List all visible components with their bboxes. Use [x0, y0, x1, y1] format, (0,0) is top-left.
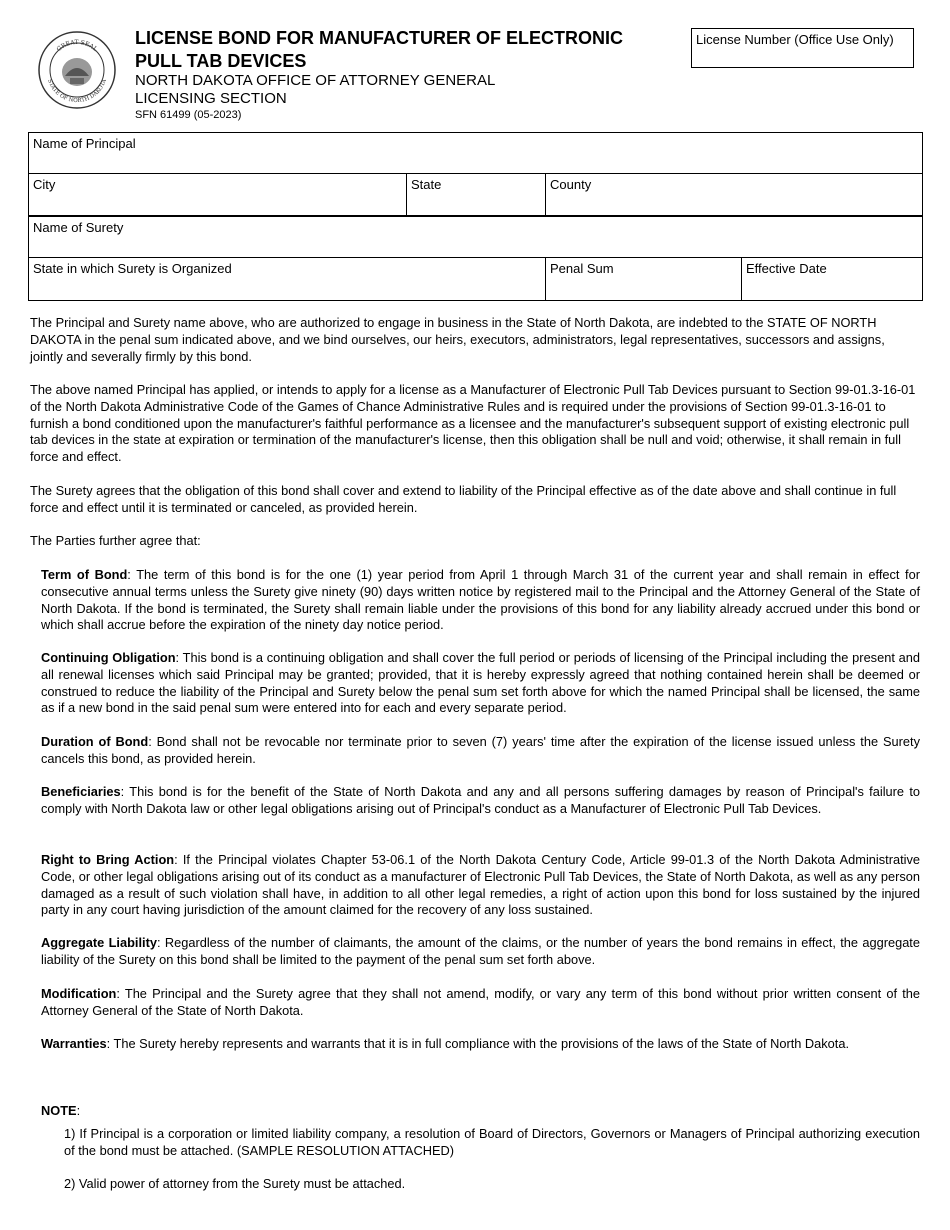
clause-duration-of-bond: Duration of Bond: Bond shall not be revocable nor terminate prior to seven (7) years' time after the expiration of the license issued unless the Surety cancels this bond, as provided herein. [41, 734, 920, 766]
clause-right-to-bring-action: Right to Bring Action: If the Principal violates Chapter 53-06.1 of the North Dakota Century Code, Article 99-01.3 of the North Dakota Administrative Code, or other legal obligations arising out of its conduct as a manufacturer of Electronic Pull Tab Devices, the State of North Dakota, as well as any person damaged as a result of such violation shall have, in addition to all other legal remedies, a right of action upon this bond for loss sustained by the injured party in any court having jurisdiction of the amount claimed for the recovery of any loss sustained. [41, 852, 920, 918]
clause-modification: Modification: The Principal and the Surety agree that they shall not amend, modify, or vary any term of this bond without prior written consent of the Attorney General of the State of North Dakota. [41, 986, 920, 1018]
svg-text:GREAT SEAL: GREAT SEAL [55, 38, 99, 54]
great-seal-logo [37, 30, 117, 110]
svg-text:STATE OF NORTH DAKOTA: STATE OF NORTH DAKOTA [46, 78, 108, 105]
paragraph-parties: The Parties further agree that: [30, 533, 201, 548]
penal-sum-field[interactable]: Penal Sum [545, 258, 741, 300]
license-number-field[interactable]: License Number (Office Use Only) [691, 28, 914, 68]
city-field[interactable]: City [33, 177, 56, 192]
surety-row [28, 216, 923, 258]
paragraph-surety-agreement: The Surety agrees that the obligation of this bond shall cover and extend to liability of the Principal effective as of the date above and shall continue in full force and effect until it is terminated or canceled, as provided herein. [30, 483, 897, 515]
surety-state-field[interactable]: State in which Surety is Organized [33, 261, 232, 276]
clause-term-of-bond: Term of Bond: The term of this bond is for the one (1) year period from April 1 through March 31 of the current year and shall remain in effect for consecutive annual terms unless the Surety give ninety (90) days written notice by registered mail to the Principal and the Attorney General of the State of North Dakota. If the bond is terminated, the Surety shall remain liable under the provisions of this bond for any liability already accrued under this bond or which shall accrue before the expiration of the ninety day notice period. [41, 567, 920, 633]
clause-warranties: Warranties: The Surety hereby represents and warrants that it is in full compliance with the provisions of the laws of the State of North Dakota. [41, 1036, 850, 1051]
paragraph-indebtedness: The Principal and Surety name above, who are authorized to engage in business in the State of North Dakota, are indebted to the STATE OF NORTH DAKOTA in the penal sum indicated above, and we bind ourselves, our heirs, executors, administrators, legal representatives, successors and assigns, jointly and severally firmly by this bond. [30, 315, 885, 364]
principal-row [28, 132, 923, 174]
note-item-power-of-attorney: 2) Valid power of attorney from the Surety must be attached. [64, 1176, 406, 1191]
surety-field[interactable]: Name of Surety [33, 220, 124, 235]
agency-block: NORTH DAKOTA OFFICE OF ATTORNEY GENERAL LICENSING SECTION [135, 72, 496, 107]
clause-aggregate-liability: Aggregate Liability: Regardless of the number of claimants, the amount of the claims, or the number of years the bond remains in effect, the aggregate liability of the Surety on this bond shall be limited to the payment of the penal sum set forth above. [41, 935, 920, 967]
county-field[interactable]: County [545, 174, 922, 215]
effective-date-field[interactable]: Effective Date [741, 258, 922, 300]
form-number: SFN 61499 (05-2023) [135, 109, 242, 121]
note-heading: NOTE: [41, 1103, 81, 1118]
paragraph-application: The above named Principal has applied, or intends to apply for a license as a Manufacturer of Electronic Pull Tab Devices pursuant to Section 99-01.3-16-01 of the North Dakota Administrative Code of the Games of Chance Administrative Rules and is required under the provisions of Section 99-01.3-16-01 to furnish a bond conditioned upon the manufacturer's faithful performance as a licensee and the manufacturer's subsequent support of existing electronic pull tab devices in the state at expiration or termination of the manufacturer's license, then this obligation shall be null and void; otherwise, it shall remain in full force and effect. [30, 382, 916, 465]
note-item-resolution: 1) If Principal is a corporation or limited liability company, a resolution of Board of Directors, Governors or Managers of Principal authorizing execution of the bond must be attached. (SAMPLE RESOLUTION ATTACHED) [64, 1126, 920, 1158]
clause-beneficiaries: Beneficiaries: This bond is for the benefit of the State of North Dakota and any and all persons suffering damages by reason of Principal's failure to comply with North Dakota law or other legal obligations arising out of Principal's conduct as a Manufacturer of Electronic Pull Tab Devices. [41, 784, 920, 816]
state-field[interactable]: State [406, 174, 545, 215]
city-row [28, 174, 923, 216]
form-title: LICENSE BOND FOR MANUFACTURER OF ELECTRONIC PULL TAB DEVICES [135, 28, 623, 71]
principal-field[interactable]: Name of Principal [33, 136, 136, 151]
surety-details-row [28, 258, 923, 301]
clause-continuing-obligation: Continuing Obligation: This bond is a continuing obligation and shall cover the full period or periods of licensing of the Principal including the present and all renewal licenses which said Principal may be granted; provided, that it is hereby expressly agreed that nothing contained herein shall be deemed or construed to reduce the liability of the Principal and Surety below the penal sum set forth above for which the named Principal shall be licensed, the same as if a new bond in the said penal sum were entered into for each and every separate period. [41, 650, 920, 716]
